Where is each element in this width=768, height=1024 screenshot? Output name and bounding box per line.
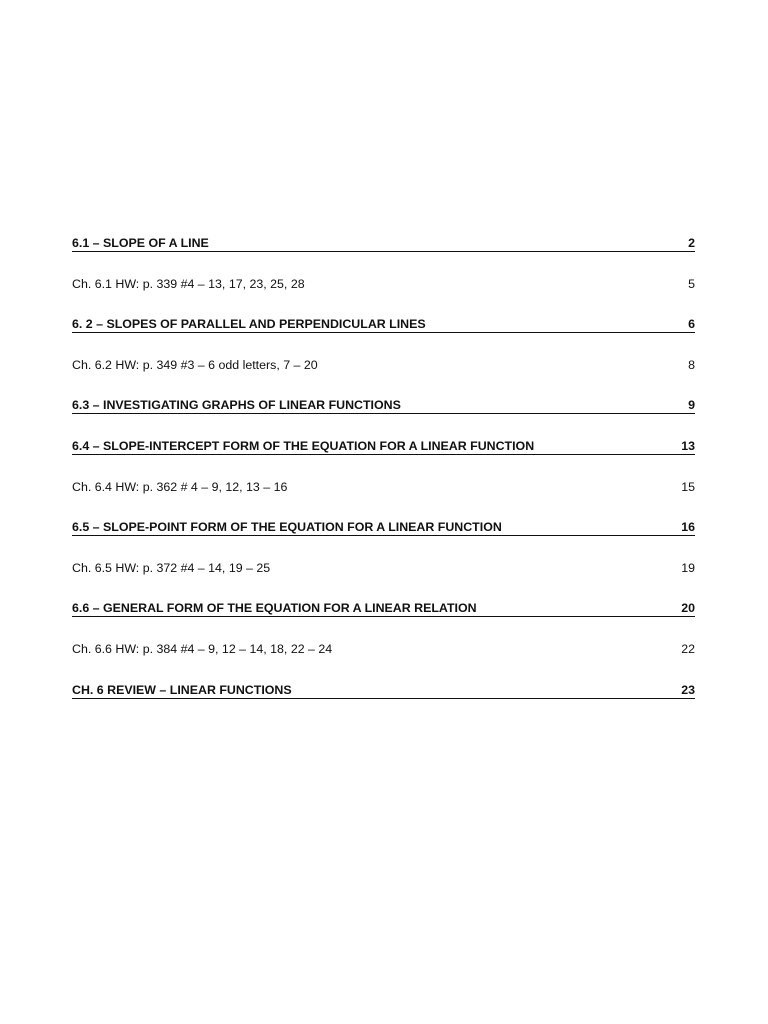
- toc-entry-6-4-hw[interactable]: [72, 478, 695, 519]
- toc-entry-6-5[interactable]: [72, 518, 695, 559]
- toc-entry-title: 6.6 – GENERAL FORM OF THE EQUATION FOR A LINEAR RELATION: [72, 601, 477, 616]
- toc-entry-page: 15: [681, 479, 695, 494]
- table-of-contents: [72, 234, 695, 721]
- toc-entry-6-1-hw[interactable]: [72, 275, 695, 316]
- toc-entry-page: 6: [688, 317, 695, 332]
- toc-entry-title: Ch. 6.1 HW: p. 339 #4 – 13, 17, 23, 25, 28: [72, 276, 305, 291]
- toc-entry-title: Ch. 6.2 HW: p. 349 #3 – 6 odd letters, 7 – 20: [72, 357, 318, 372]
- toc-entry-page: 2: [688, 236, 695, 250]
- toc-entry-6-2-hw[interactable]: [72, 356, 695, 397]
- toc-entry-6-2[interactable]: [72, 315, 695, 356]
- toc-entry-ch6-review[interactable]: [72, 681, 695, 722]
- toc-entry-page: 16: [681, 520, 695, 535]
- toc-entry-6-3[interactable]: [72, 396, 695, 437]
- toc-entry-page: 9: [688, 398, 695, 413]
- toc-entry-page: 5: [688, 276, 695, 291]
- toc-entry-6-6-hw[interactable]: [72, 640, 695, 681]
- toc-entry-6-5-hw[interactable]: [72, 559, 695, 600]
- toc-entry-title: CH. 6 REVIEW – LINEAR FUNCTIONS: [72, 682, 292, 697]
- toc-entry-title: Ch. 6.4 HW: p. 362 # 4 – 9, 12, 13 – 16: [72, 479, 288, 494]
- toc-entry-6-1[interactable]: [72, 234, 695, 275]
- toc-entry-title: 6.3 – INVESTIGATING GRAPHS OF LINEAR FUNCTIONS: [72, 398, 401, 413]
- toc-entry-page: 23: [681, 682, 695, 697]
- toc-entry-title: Ch. 6.5 HW: p. 372 #4 – 14, 19 – 25: [72, 560, 271, 575]
- toc-entry-page: 20: [681, 601, 695, 616]
- toc-entry-title: Ch. 6.6 HW: p. 384 #4 – 9, 12 – 14, 18, 22 – 24: [72, 641, 333, 656]
- toc-entry-title: 6.4 – SLOPE-INTERCEPT FORM OF THE EQUATION FOR A LINEAR FUNCTION: [72, 438, 535, 453]
- toc-entry-title: 6.1 – SLOPE OF A LINE: [72, 236, 209, 250]
- toc-entry-page: 8: [688, 357, 695, 372]
- toc-entry-page: 22: [681, 641, 695, 656]
- toc-entry-6-6[interactable]: [72, 599, 695, 640]
- toc-entry-title: 6.5 – SLOPE-POINT FORM OF THE EQUATION FOR A LINEAR FUNCTION: [72, 520, 502, 535]
- toc-entry-6-4[interactable]: [72, 437, 695, 478]
- toc-entry-page: 19: [681, 560, 695, 575]
- toc-entry-page: 13: [681, 438, 695, 453]
- toc-entry-title: 6. 2 – SLOPES OF PARALLEL AND PERPENDICULAR LINES: [72, 317, 426, 332]
